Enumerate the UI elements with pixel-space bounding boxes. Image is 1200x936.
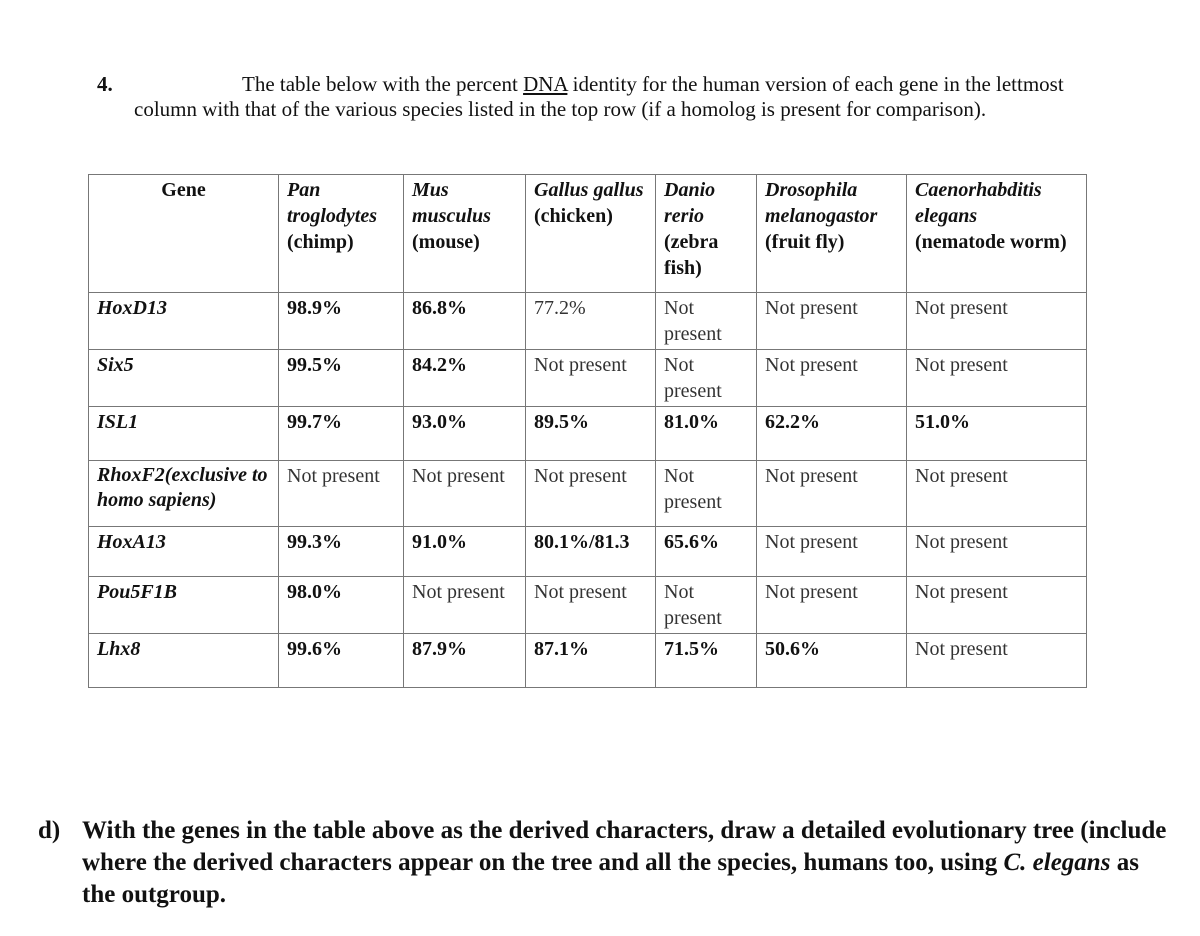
species-header-fruitfly: Drosophila melanogastor (fruit fly)	[757, 175, 907, 293]
table-cell: Not present	[526, 350, 656, 407]
table-cell: Not present	[656, 577, 757, 634]
table-cell: 99.5%	[279, 350, 404, 407]
gene-column-header: Gene	[89, 175, 279, 293]
table-cell: Not present	[404, 577, 526, 634]
dna-underlined: DNA	[523, 72, 568, 96]
table-cell: 71.5%	[656, 634, 757, 688]
gene-name: Pou5F1B	[89, 577, 279, 634]
table-cell: Not present	[757, 350, 907, 407]
table-cell: Not present	[279, 461, 404, 527]
table-cell: 84.2%	[404, 350, 526, 407]
table-cell: Not present	[907, 350, 1087, 407]
table-cell: Not present	[757, 527, 907, 577]
table-cell: Not present	[907, 527, 1087, 577]
table-cell: 87.1%	[526, 634, 656, 688]
table-cell: Not present	[757, 461, 907, 527]
table-cell: 81.0%	[656, 407, 757, 461]
header-row	[89, 175, 1087, 293]
table-cell: Not present	[526, 461, 656, 527]
table-cell: 91.0%	[404, 527, 526, 577]
table-cell: 50.6%	[757, 634, 907, 688]
gene-name: ISL1	[89, 407, 279, 461]
table-cell: 93.0%	[404, 407, 526, 461]
question-intro: The table below with the percent DNA identity for the human version of each gene in the lettmost column with that of the various species listed in the top row (if a homolog is present for comparison).	[134, 72, 1064, 121]
table-cell: 99.3%	[279, 527, 404, 577]
gene-name: Lhx8	[89, 634, 279, 688]
species-header-zebrafish: Danio rerio (zebra fish)	[656, 175, 757, 293]
table-cell: Not present	[907, 634, 1087, 688]
table-cell: Not present	[757, 577, 907, 634]
table-cell: 99.7%	[279, 407, 404, 461]
outgroup-species: C. elegans	[1003, 849, 1111, 876]
table-cell: Not present	[526, 577, 656, 634]
table-cell: 62.2%	[757, 407, 907, 461]
species-header-chicken: Gallus gallus (chicken)	[526, 175, 656, 293]
table-cell: Not present	[404, 461, 526, 527]
table-cell: Not present	[757, 293, 907, 350]
table-cell: 65.6%	[656, 527, 757, 577]
table-cell: Not present	[656, 293, 757, 350]
table-cell: 87.9%	[404, 634, 526, 688]
dna-identity-table	[88, 174, 1087, 688]
table-row	[89, 577, 1087, 634]
question-d	[38, 815, 1178, 911]
table-row	[89, 461, 1087, 527]
table-cell: 98.0%	[279, 577, 404, 634]
table-row	[89, 634, 1087, 688]
table-cell: 80.1%/81.3	[526, 527, 656, 577]
table-cell: 51.0%	[907, 407, 1087, 461]
table-cell: Not present	[907, 577, 1087, 634]
table-row	[89, 527, 1087, 577]
gene-name: Six5	[89, 350, 279, 407]
table-cell: 98.9%	[279, 293, 404, 350]
table-cell: 77.2%	[526, 293, 656, 350]
table-cell: 89.5%	[526, 407, 656, 461]
species-header-mouse: Mus musculus (mouse)	[404, 175, 526, 293]
table-row	[89, 350, 1087, 407]
question-d-text: With the genes in the table above as the derived characters, draw a detailed evolutionary tree (include where the derived characters appear on the tree and all the species, humans too, using C. elegans as the outgroup.	[82, 817, 1167, 908]
table-row	[89, 293, 1087, 350]
table-cell: Not present	[656, 350, 757, 407]
table-cell: Not present	[907, 293, 1087, 350]
gene-name: RhoxF2(exclusive to homo sapiens)	[89, 461, 279, 527]
species-header-chimp: Pan troglodytes (chimp)	[279, 175, 404, 293]
table-cell: 99.6%	[279, 634, 404, 688]
table-cell: Not present	[907, 461, 1087, 527]
table-row	[89, 407, 1087, 461]
species-header-nematode: Caenorhabditis elegans (nematode worm)	[907, 175, 1087, 293]
table-cell: Not present	[656, 461, 757, 527]
gene-name: HoxA13	[89, 527, 279, 577]
question-number: 4.	[97, 72, 113, 96]
question-d-label: d)	[38, 817, 61, 844]
gene-name: HoxD13	[89, 293, 279, 350]
table-cell: 86.8%	[404, 293, 526, 350]
